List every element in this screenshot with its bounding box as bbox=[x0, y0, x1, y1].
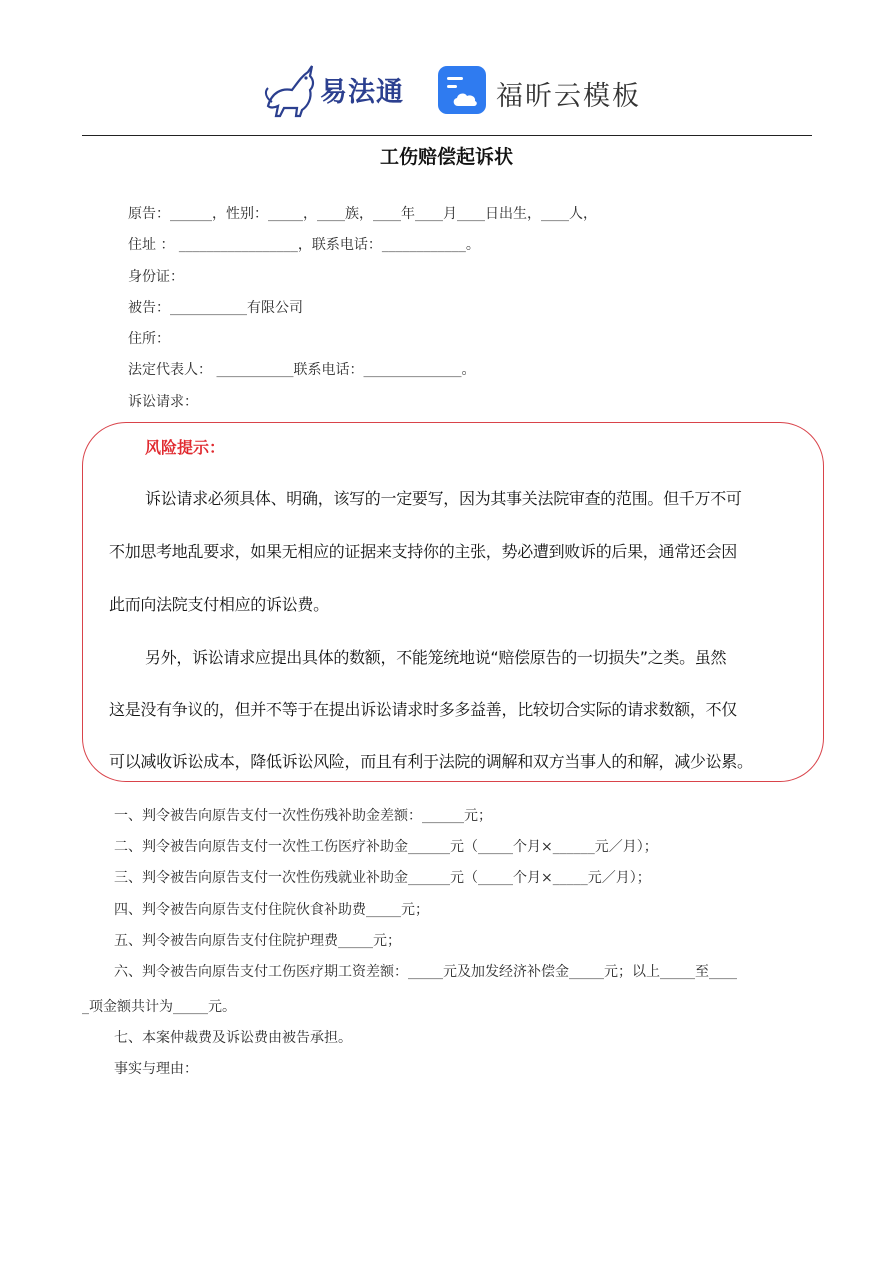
plaintiff-line: 原告：______，性别：_____，____族，____年____月____日出生，____人， bbox=[128, 206, 597, 222]
risk-notice-box bbox=[82, 422, 824, 782]
logo-right-text: 福昕云模板 bbox=[496, 81, 641, 112]
claim-item: 三、判令被告向原告支付一次性伤残就业补助金______元（_____个月×_____元／月）； bbox=[114, 870, 651, 886]
facts-and-reasons-label: 事实与理由： bbox=[114, 1061, 198, 1077]
header-divider bbox=[82, 135, 812, 136]
cloud-doc-icon bbox=[436, 64, 488, 116]
defendant-line: 被告：___________有限公司 bbox=[128, 300, 303, 316]
claim-item: 一、判令被告向原告支付一次性伤残补助金差额：______元； bbox=[114, 808, 492, 824]
risk-title: 风险提示： bbox=[145, 438, 226, 457]
risk-line: 这是没有争议的，但并不等于在提出诉讼请求时多多益善，比较切合实际的请求数额，不仅 bbox=[109, 700, 738, 719]
document-title: 工伤赔偿起诉状 bbox=[379, 146, 513, 168]
claim-item: 六、判令被告向原告支付工伤医疗期工资差额：_____元及加发经济补偿金_____元；以上_____至____ bbox=[114, 964, 737, 980]
claim-item: 五、判令被告向原告支付住院护理费_____元； bbox=[114, 933, 401, 949]
claim-item: 四、判令被告向原告支付住院伙食补助费_____元； bbox=[114, 902, 429, 918]
residence-line: 住所： bbox=[128, 331, 170, 347]
risk-line: 诉讼请求必须具体、明确，该写的一定要写，因为其事关法院审查的范围。但千万不可 bbox=[145, 489, 742, 508]
claims-label: 诉讼请求： bbox=[128, 394, 198, 410]
risk-line: 不加思考地乱要求，如果无相应的证据来支持你的主张，势必遭到败诉的后果，通常还会因 bbox=[109, 542, 738, 561]
header-logos bbox=[0, 58, 893, 124]
unicorn-icon bbox=[262, 62, 320, 118]
foxit-logo bbox=[436, 64, 641, 120]
address-line: 住址 ： _________________，联系电话：____________。 bbox=[128, 237, 480, 253]
legal-rep-line: 法定代表人： ___________联系电话：______________。 bbox=[128, 362, 476, 378]
risk-line: 另外，诉讼请求应提出具体的数额，不能笼统地说“赔偿原告的一切损失”之类。虽然 bbox=[145, 648, 727, 667]
risk-line: 此而向法院支付相应的诉讼费。 bbox=[109, 595, 329, 614]
risk-line: 可以减收诉讼成本，降低诉讼风险，而且有利于法院的调解和双方当事人的和解，减少讼累。 bbox=[109, 752, 753, 771]
claim-item-continued: _项金额共计为_____元。 bbox=[82, 999, 236, 1015]
claim-item: 二、判令被告向原告支付一次性工伤医疗补助金______元（_____个月×______元／月）； bbox=[114, 839, 658, 855]
claim-item: 七、本案仲裁费及诉讼费由被告承担。 bbox=[114, 1030, 352, 1046]
yifatong-logo bbox=[262, 62, 412, 118]
logo-left-text: 易法通 bbox=[320, 77, 404, 108]
id-line: 身份证： bbox=[128, 269, 184, 285]
